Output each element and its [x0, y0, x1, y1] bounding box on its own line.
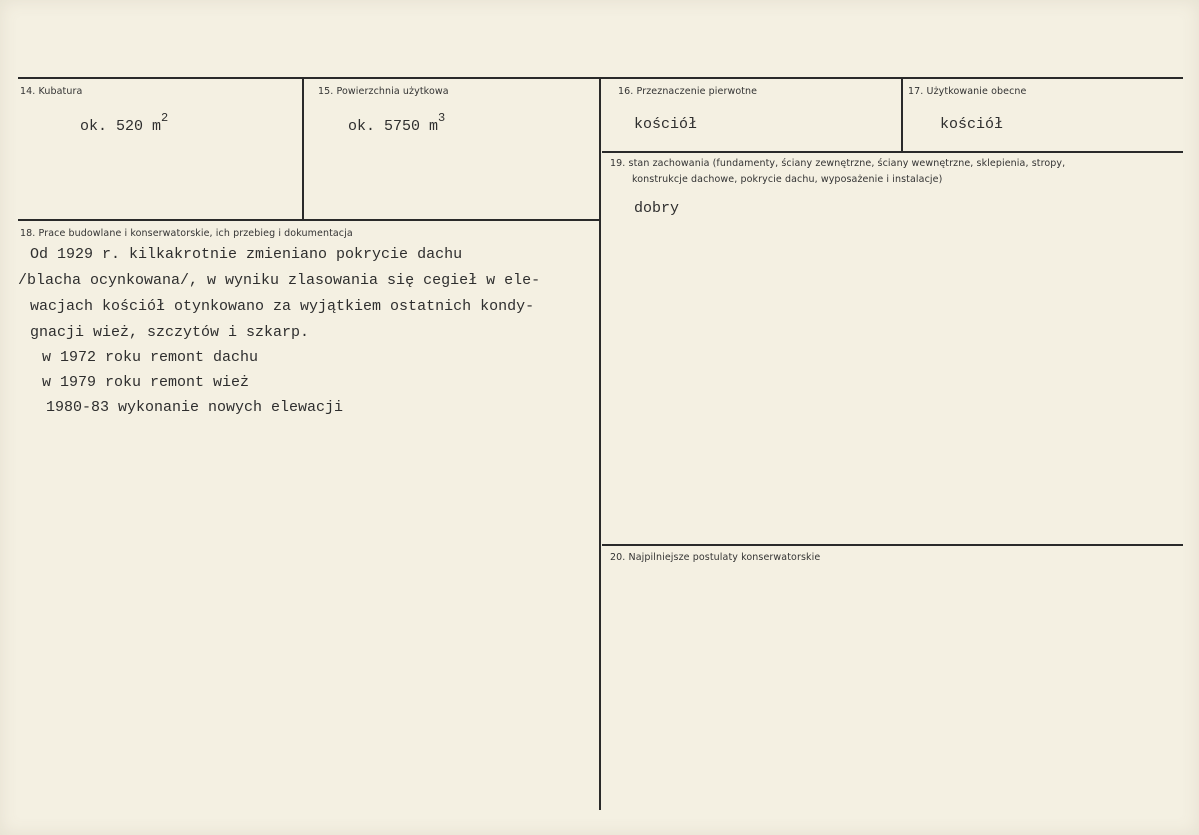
field-16-label: 16. Przeznaczenie pierwotne	[618, 86, 758, 97]
field-17-value: kościół	[940, 116, 1004, 133]
field-14-value-text: ok. 520 m	[80, 118, 162, 135]
row2-rule-left	[18, 219, 600, 221]
divider-16-17	[901, 78, 903, 152]
field-19-value: dobry	[634, 200, 680, 217]
field-17-label: 17. Użytkowanie obecne	[908, 86, 1027, 97]
field-18-line: /blacha ocynkowana/, w wyniku zlasowania się cegieł w ele-	[18, 272, 541, 289]
field-18-label: 18. Prace budowlane i konserwatorskie, ich przebieg i dokumentacja	[20, 228, 353, 239]
divider-14-15	[302, 78, 304, 220]
row3-rule-right	[602, 544, 1183, 546]
field-18-line: w 1972 roku remont dachu	[42, 349, 259, 366]
field-18-line: gnacji wież, szczytów i szkarp.	[30, 324, 310, 341]
field-14-unit-exponent: 2	[161, 111, 169, 125]
center-divider	[599, 78, 601, 810]
field-16-value: kościół	[634, 116, 698, 133]
field-15-unit-exponent: 3	[438, 111, 446, 125]
field-15-value-text: ok. 5750 m	[348, 118, 439, 135]
field-19-label-line1: 19. stan zachowania (fundamenty, ściany zewnętrzne, ściany wewnętrzne, sklepienia, stropy,	[610, 158, 1066, 169]
field-14-label: 14. Kubatura	[20, 86, 83, 97]
field-18-line: Od 1929 r. kilkakrotnie zmieniano pokrycie dachu	[30, 246, 463, 263]
field-14-value	[80, 111, 169, 135]
field-18-line: 1980-83 wykonanie nowych elewacji	[46, 399, 344, 416]
field-18-line: w 1979 roku remont wież	[42, 374, 250, 391]
field-15-label: 15. Powierzchnia użytkowa	[318, 86, 449, 97]
row2-rule-right	[602, 151, 1183, 153]
field-19-label-line2: konstrukcje dachowe, pokrycie dachu, wyposażenie i instalacje)	[632, 174, 943, 185]
field-20-label: 20. Najpilniejsze postulaty konserwatorskie	[610, 552, 821, 563]
field-15-value	[348, 111, 446, 135]
field-18-line: wacjach kościół otynkowano za wyjątkiem ostatnich kondy-	[30, 298, 535, 315]
